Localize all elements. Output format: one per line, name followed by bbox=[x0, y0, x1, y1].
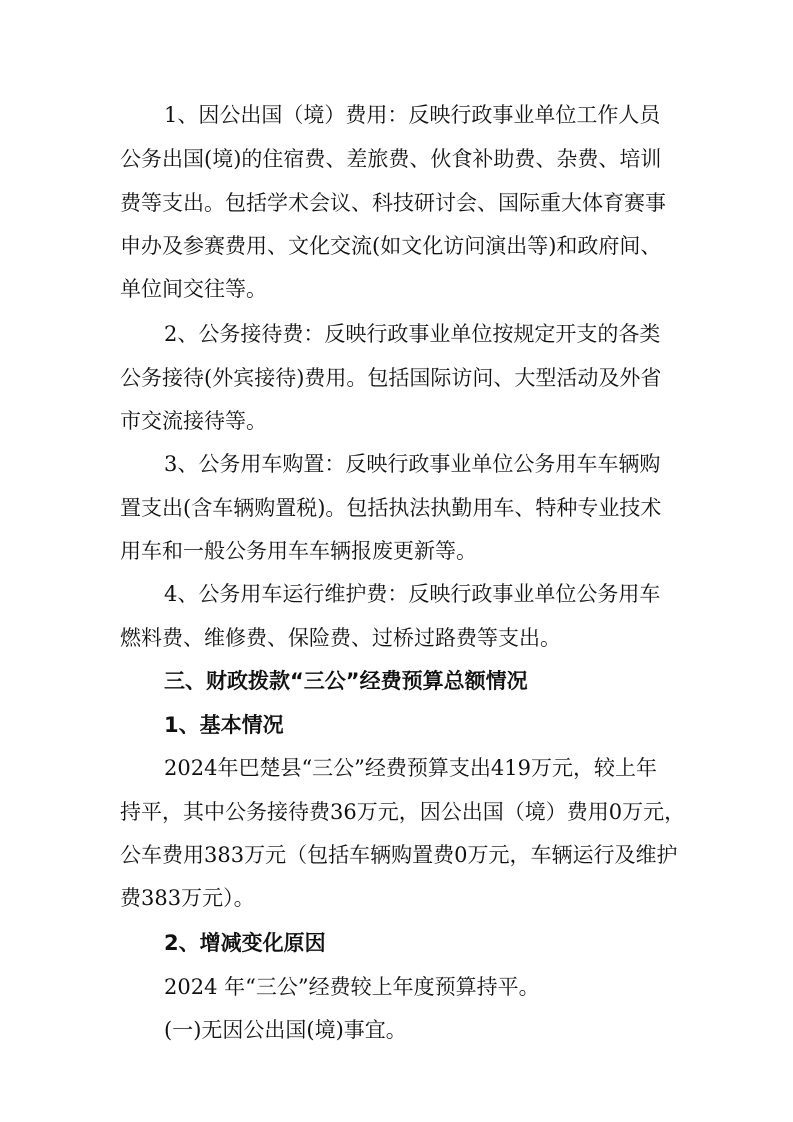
paragraph-line: 市交流接待等。 bbox=[120, 409, 267, 433]
paragraph-line: 置支出(含车辆购置税)。包括执法执勤用车、特种专业技术 bbox=[120, 496, 662, 520]
paragraph-line: 燃料费、维修费、保险费、过桥过路费等支出。 bbox=[120, 626, 561, 650]
paragraph-line: 2、公务接待费：反映行政事业单位按规定开支的各类 bbox=[164, 322, 661, 346]
paragraph-line: 公车费用383万元（包括车辆购置费0万元，车辆运行及维护 bbox=[120, 843, 678, 867]
paragraph-line: 公务出国(境)的住宿费、差旅费、伙食补助费、杂费、培训 bbox=[120, 147, 662, 171]
paragraph-line: 公务接待(外宾接待)费用。包括国际访问、大型活动及外省 bbox=[120, 366, 662, 390]
paragraph-line: 申办及参赛费用、文化交流(如文化访问演出等)和政府间、 bbox=[120, 234, 662, 258]
paragraph-line: 费383万元）。 bbox=[120, 886, 255, 910]
paragraph-line: 2024年巴楚县“三公”经费预算支出419万元，较上年 bbox=[164, 756, 657, 780]
paragraph-line: 费等支出。包括学术会议、科技研讨会、国际重大体育赛事 bbox=[120, 191, 666, 215]
paragraph-line: 单位间交往等。 bbox=[120, 277, 267, 301]
paragraph-line: 持平，其中公务接待费36万元，因公出国（境）费用0万元， bbox=[120, 800, 686, 824]
paragraph-line: 3、公务用车购置：反映行政事业单位公务用车车辆购 bbox=[164, 452, 661, 476]
subsection-heading: 2、增减变化原因 bbox=[164, 931, 326, 955]
paragraph-line: 1、因公出国（境）费用：反映行政事业单位工作人员 bbox=[164, 103, 661, 127]
paragraph-line: 4、公务用车运行维护费：反映行政事业单位公务用车 bbox=[164, 582, 661, 606]
paragraph-line: 2024 年“三公”经费较上年度预算持平。 bbox=[164, 975, 540, 999]
subsection-heading: 1、基本情况 bbox=[164, 713, 284, 737]
section-heading: 三、财政拨款“三公”经费预算总额情况 bbox=[164, 669, 528, 693]
paragraph-line: 用车和一般公务用车车辆报废更新等。 bbox=[120, 539, 477, 563]
paragraph-line: (一)无因公出国(境)事宜。 bbox=[164, 1018, 407, 1042]
